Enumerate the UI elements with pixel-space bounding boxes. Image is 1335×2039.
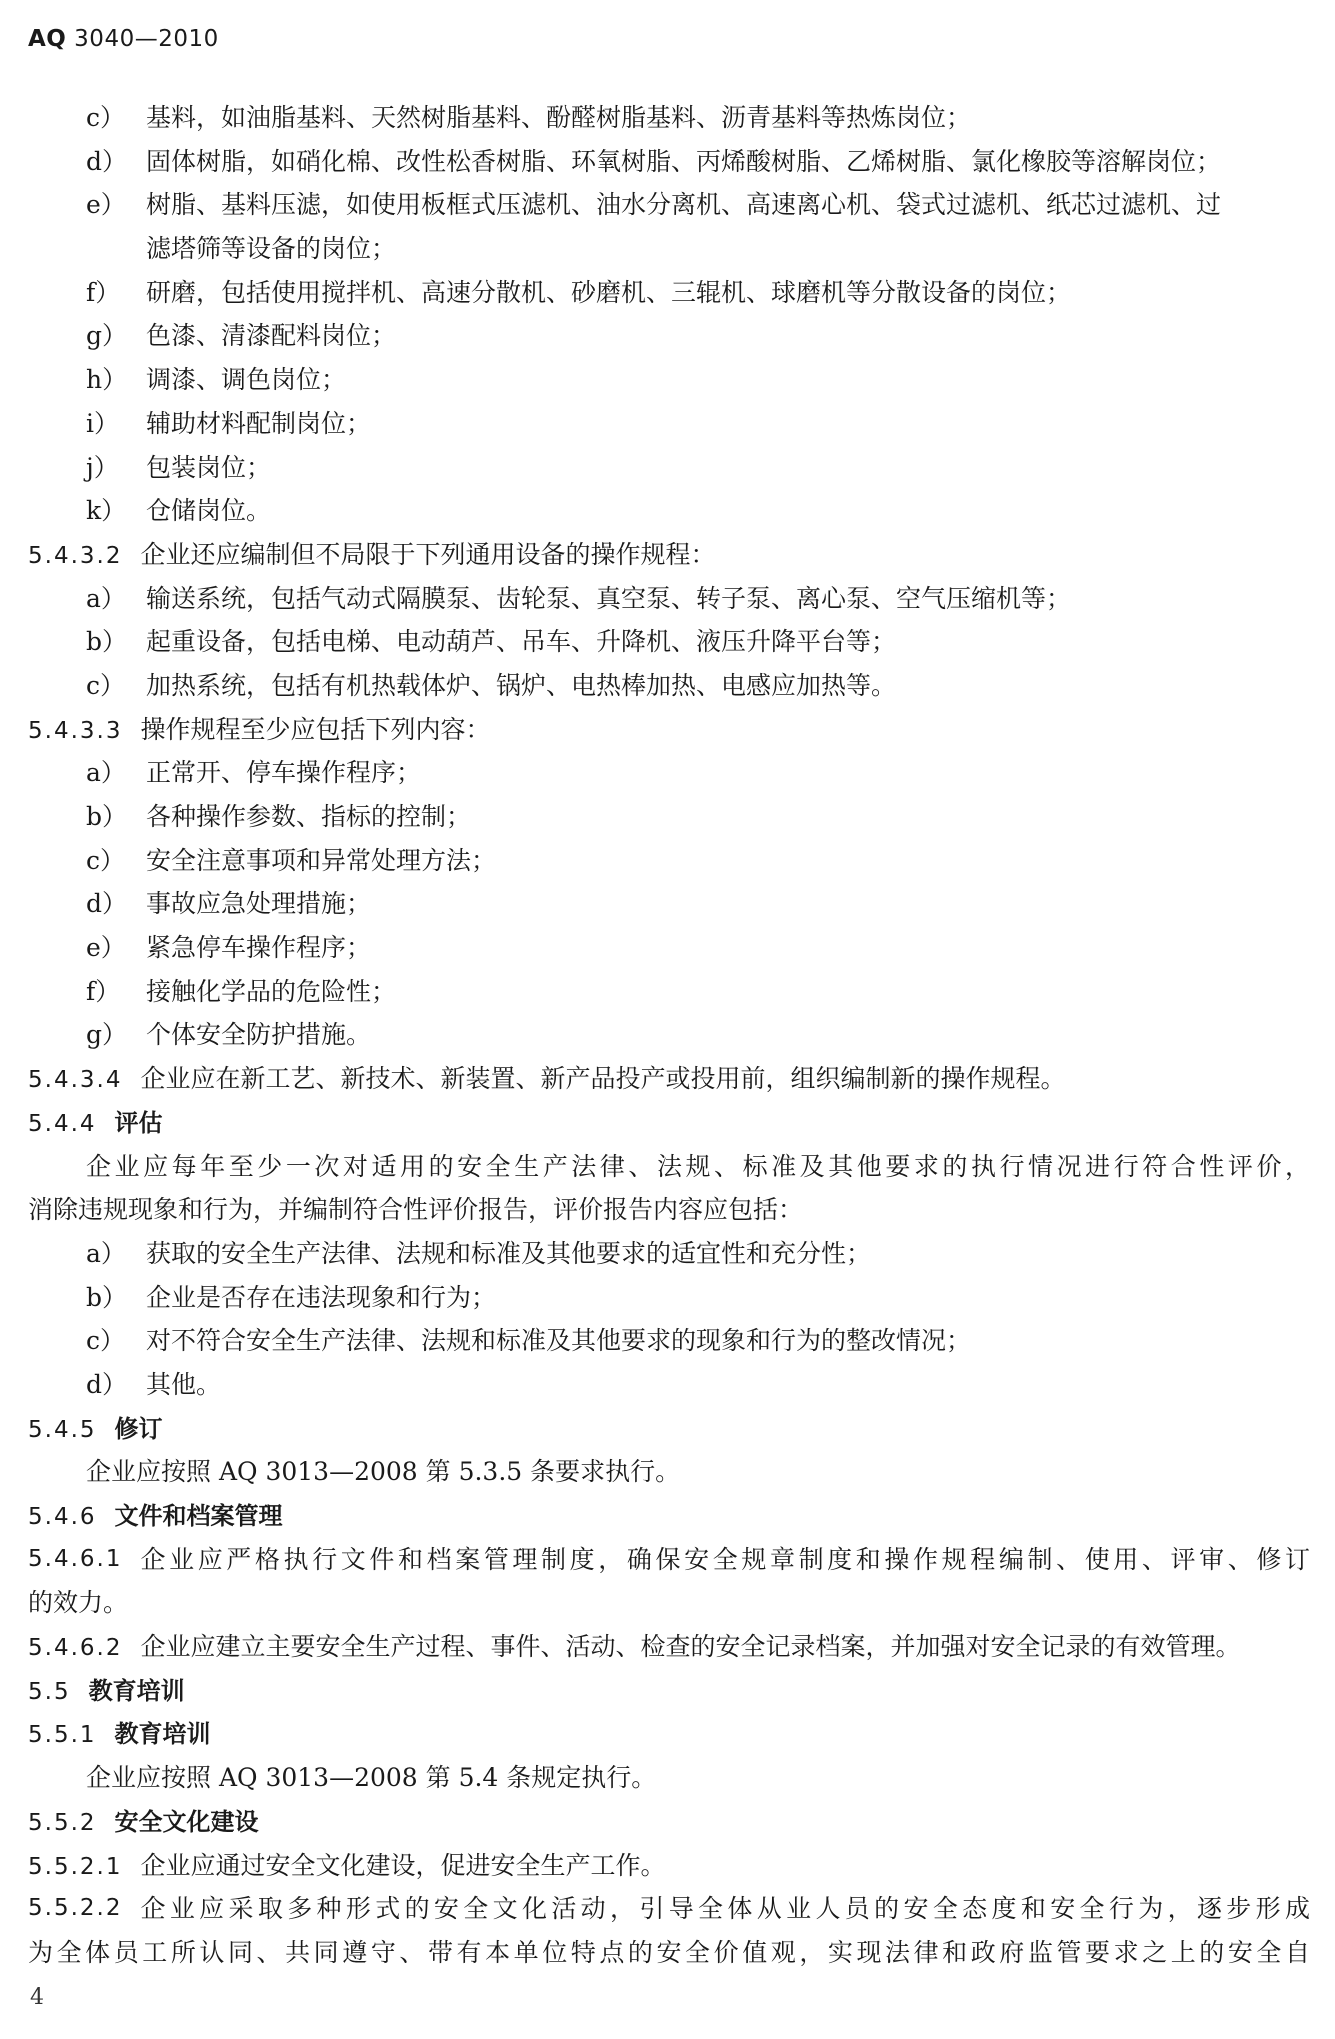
list-item-label: j） <box>86 452 119 482</box>
list-item-label: b） <box>86 1282 128 1312</box>
section-number: 5.5 <box>28 1678 71 1705</box>
standard-code: AQ <box>28 26 67 52</box>
list-item-label: d） <box>86 1369 128 1399</box>
list-item-text: 其他。 <box>146 1369 222 1399</box>
list-item-label: c） <box>86 845 126 875</box>
list-item-text: 色漆、清漆配料岗位； <box>146 321 397 351</box>
section-heading <box>28 1712 1310 1756</box>
clause <box>28 1625 1310 1669</box>
paragraph-line <box>28 1581 1310 1625</box>
clause <box>28 1057 1310 1101</box>
list-item-text: 紧急停车操作程序； <box>146 933 372 963</box>
list-item-text: 包装岗位； <box>146 452 272 482</box>
list-item-label: c） <box>86 1326 126 1356</box>
list-item-label: a） <box>86 758 126 788</box>
clause-text: 企业应采取多种形式的安全文化活动，引导全体从业人员的安全态度和安全行为，逐步形成 <box>140 1894 1310 1924</box>
section-heading <box>28 1101 1310 1145</box>
paragraph-line <box>28 1145 1310 1189</box>
list-item <box>28 1363 1310 1407</box>
clause-number: 5.4.3.3 <box>28 717 123 744</box>
paragraph-text: 企业应按照 AQ 3013—2008 第 5.4 条规定执行。 <box>86 1763 657 1793</box>
clause-text: 企业应建立主要安全生产过程、事件、活动、检查的安全记录档案，并加强对安全记录的有效管理。 <box>140 1632 1241 1662</box>
list-item-text: 获取的安全生产法律、法规和标准及其他要求的适宜性和充分性； <box>146 1238 872 1268</box>
list-item-label: b） <box>86 802 128 831</box>
list-item-text: 事故应急处理措施； <box>146 889 372 919</box>
clause <box>28 1538 1310 1582</box>
list-item-text: 调漆、调色岗位； <box>146 365 347 395</box>
clause-text: 企业还应编制但不局限于下列通用设备的操作规程： <box>140 539 716 569</box>
list-item-text: 滤塔筛等设备的岗位； <box>146 234 397 264</box>
list-item-text: 企业是否存在违法现象和行为； <box>146 1282 497 1312</box>
list-item-label: i） <box>86 408 119 438</box>
list-item-label: c） <box>86 670 126 700</box>
clause-number: 5.4.6.2 <box>28 1635 123 1662</box>
clause-number: 5.4.3.4 <box>28 1067 123 1094</box>
list-item <box>28 1013 1310 1057</box>
section-title: 评估 <box>114 1108 163 1137</box>
list-item-text: 输送系统，包括气动式隔膜泵、齿轮泵、真空泵、转子泵、离心泵、空气压缩机等； <box>146 583 1072 613</box>
paragraph-text: 的效力。 <box>28 1588 129 1618</box>
list-item <box>28 96 1310 140</box>
list-item-label: g） <box>86 321 128 351</box>
clause-number: 5.4.3.2 <box>28 542 123 569</box>
page-number: 4 <box>30 1985 44 2010</box>
list-item-text: 固体树脂，如硝化棉、改性松香树脂、环氧树脂、丙烯酸树脂、乙烯树脂、氯化橡胶等溶解岗位； <box>146 146 1222 176</box>
list-item <box>28 140 1310 184</box>
list-item-text: 个体安全防护措施。 <box>146 1020 372 1050</box>
list-item <box>28 271 1310 315</box>
list-item <box>28 1276 1310 1320</box>
section-number: 5.4.5 <box>28 1416 97 1443</box>
list-item-continuation <box>28 227 1310 271</box>
clause <box>28 1844 1310 1888</box>
section-title: 教育培训 <box>88 1676 185 1705</box>
clause <box>28 533 1310 577</box>
section-number: 5.4.4 <box>28 1110 97 1137</box>
list-item <box>28 1232 1310 1276</box>
clause <box>28 708 1310 752</box>
list-item-text: 基料，如油脂基料、天然树脂基料、酚醛树脂基料、沥青基料等热炼岗位； <box>146 103 972 132</box>
clause-text: 企业应严格执行文件和档案管理制度，确保安全规章制度和操作规程编制、使用、评审、修订 <box>140 1544 1310 1574</box>
standard-number: 3040—2010 <box>74 26 219 52</box>
list-item-text: 研磨，包括使用搅拌机、高速分散机、砂磨机、三辊机、球磨机等分散设备的岗位； <box>146 277 1072 307</box>
list-item-label: k） <box>86 496 127 526</box>
list-item <box>28 882 1310 926</box>
list-item <box>28 970 1310 1014</box>
list-item-text: 树脂、基料压滤，如使用板框式压滤机、油水分离机、高速离心机、袋式过滤机、纸芯过滤机、过 <box>146 190 1222 220</box>
list-item-label: a） <box>86 1238 126 1268</box>
list-item-text: 对不符合安全生产法律、法规和标准及其他要求的现象和行为的整改情况； <box>146 1326 972 1356</box>
list-item <box>28 402 1310 446</box>
list-item-text: 加热系统，包括有机热载体炉、锅炉、电热棒加热、电感应加热等。 <box>146 670 897 700</box>
list-item <box>28 577 1310 621</box>
list-item-label: f） <box>86 277 121 307</box>
clause-text: 企业应在新工艺、新技术、新装置、新产品投产或投用前，组织编制新的操作规程。 <box>140 1064 1066 1094</box>
section-title: 文件和档案管理 <box>114 1502 283 1530</box>
paragraph-text: 企业应每年至少一次对适用的安全生产法律、法规、标准及其他要求的执行情况进行符合性评价， <box>86 1151 1310 1181</box>
list-item-text: 各种操作参数、指标的控制； <box>146 802 472 831</box>
clause-number: 5.4.6.1 <box>28 1545 123 1572</box>
clause-number: 5.5.2.2 <box>28 1895 123 1922</box>
clause <box>28 1887 1310 1931</box>
list-item-label: h） <box>86 365 128 395</box>
list-item-label: b） <box>86 627 128 657</box>
list-item <box>28 839 1310 883</box>
list-item-text: 安全注意事项和异常处理方法； <box>146 845 497 875</box>
list-item-text: 起重设备，包括电梯、电动葫芦、吊车、升降机、液压升降平台等； <box>146 627 897 657</box>
paragraph-text: 企业应按照 AQ 3013—2008 第 5.3.5 条要求执行。 <box>86 1457 681 1487</box>
list-item <box>28 314 1310 358</box>
list-item-label: d） <box>86 889 128 919</box>
list-item <box>28 358 1310 402</box>
list-item <box>28 664 1310 708</box>
list-item-label: d） <box>86 146 128 176</box>
section-number: 5.4.6 <box>28 1504 97 1530</box>
section-title: 修订 <box>114 1414 163 1443</box>
section-heading <box>28 1407 1310 1451</box>
paragraph-line <box>28 1756 1310 1800</box>
paragraph-line <box>28 1931 1310 1975</box>
list-item <box>28 795 1310 839</box>
section-title: 安全文化建设 <box>114 1807 259 1836</box>
clause-text: 企业应通过安全文化建设，促进安全生产工作。 <box>140 1850 666 1880</box>
list-item <box>28 1319 1310 1363</box>
list-item-label: g） <box>86 1020 128 1050</box>
paragraph-text: 为全体员工所认同、共同遵守、带有本单位特点的安全价值观，实现法律和政府监管要求之上的安全自 <box>28 1937 1310 1967</box>
list-item-label: f） <box>86 976 121 1006</box>
list-item <box>28 446 1310 490</box>
paragraph-text: 消除违规现象和行为，并编制符合性评价报告，评价报告内容应包括： <box>28 1195 804 1225</box>
list-item-label: e） <box>86 190 126 220</box>
list-item-label: a） <box>86 583 126 613</box>
section-heading <box>28 1494 1310 1538</box>
clause-text: 操作规程至少应包括下列内容： <box>140 714 491 744</box>
document-header <box>28 26 219 52</box>
paragraph-line <box>28 1450 1310 1494</box>
list-item-text: 正常开、停车操作程序； <box>146 758 422 788</box>
document-body <box>28 96 1310 1975</box>
section-number: 5.5.2 <box>28 1809 97 1836</box>
list-item-label: e） <box>86 933 126 963</box>
section-number: 5.5.1 <box>28 1722 97 1749</box>
section-heading <box>28 1669 1310 1713</box>
paragraph-line <box>28 1188 1310 1232</box>
list-item <box>28 751 1310 795</box>
list-item-text: 辅助材料配制岗位； <box>146 408 372 438</box>
list-item <box>28 926 1310 970</box>
clause-number: 5.5.2.1 <box>28 1853 123 1880</box>
list-item <box>28 489 1310 533</box>
section-title: 教育培训 <box>114 1720 211 1749</box>
list-item <box>28 183 1310 227</box>
list-item-text: 接触化学品的危险性； <box>146 976 397 1006</box>
list-item-text: 仓储岗位。 <box>146 496 272 526</box>
list-item-label: c） <box>86 103 126 132</box>
list-item <box>28 620 1310 664</box>
section-heading <box>28 1800 1310 1844</box>
